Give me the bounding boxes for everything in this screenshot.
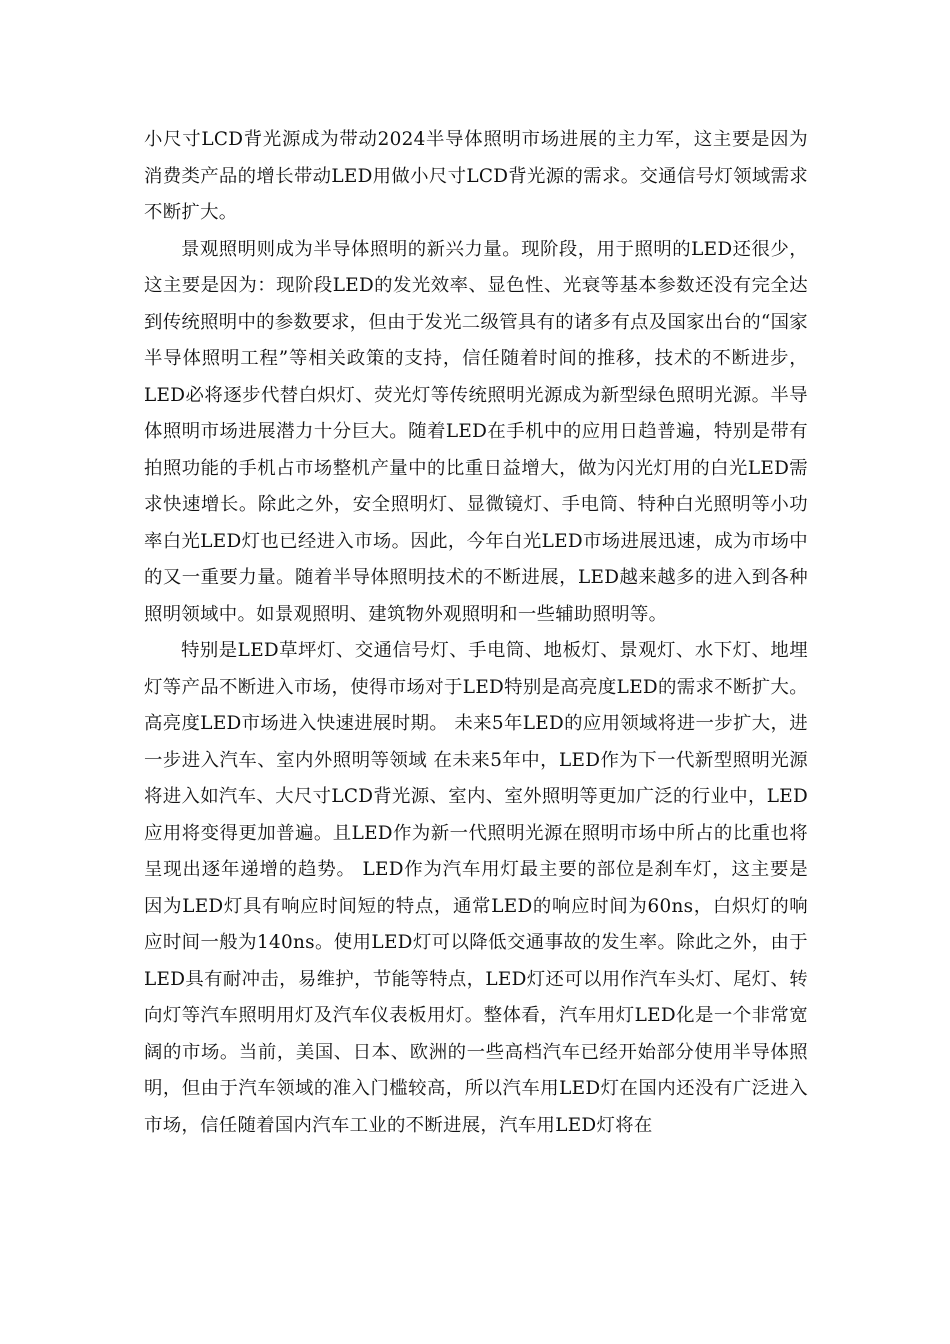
paragraph-1: 小尺寸LCD背光源成为带动2024半导体照明市场进展的主力军，这主要是因为消费类产品的增长带动LED用做小尺寸LCD背光源的需求。交通信号灯领域需求不断扩大。 [144, 129, 808, 223]
paragraph-2: 景观照明则成为半导体照明的新兴力量。现阶段，用于照明的LED还很少，这主要是因为：现阶段LED的发光效率、显色性、光衰等基本参数还没有完全达到传统照明中的参数要求，但由于发光二级管具有的诸多有点及国家出台的“国家半导体照明工程”等相关政策的支持，信任随着时间的推移，技术的不断进步，LED必将逐步代替白炽灯、荧光灯等传统照明光源成为新型绿色照明光源。半导体照明市场进展潜力十分巨大。随着LED在手机中的应用日趋普遍，特别是带有拍照功能的手机占市场整机产量中的比重日益增大，做为闪光灯用的白光LED需求快速增长。除此之外，安全照明灯、显微镜灯、手电筒、特种白光照明等小功率白光LED灯也已经进入市场。因此，今年白光LED市场进展迅速，成为市场中的又一重要力量。随着半导体照明技术的不断进展，LED越来越多的进入到各种照明领域中。如景观照明、建筑物外观照明和一些辅助照明等。 [144, 238, 808, 625]
document-body [144, 122, 808, 1144]
paragraph-3: 特别是LED草坪灯、交通信号灯、手电筒、地板灯、景观灯、水下灯、地埋灯等产品不断进入市场，使得市场对于LED特别是高亮度LED的需求不断扩大。高亮度LED市场进入快速进展时期。 未来5年LED的应用领域将进一步扩大，进一步进入汽车、室内外照明等领域 在未来5年中，LED作为下一代新型照明光源将进入如汽车、大尺寸LCD背光源、室内、室外照明等更加广泛的行业中，LED应用将变得更加普遍。且LED作为新一代照明光源在照明市场中所占的比重也将呈现出逐年递增的趋势。 LED作为汽车用灯最主要的部位是刹车灯，这主要是因为LED灯具有响应时间短的特点，通常LED的响应时间为60ns，白炽灯的响应时间一般为140ns。使用LED灯可以降低交通事故的发生率。除此之外，由于LED具有耐冲击，易维护，节能等特点，LED灯还可以用作汽车头灯、尾灯、转向灯等汽车照明用灯及汽车仪表板用灯。整体看，汽车用灯LED化是一个非常宽阔的市场。当前，美国、日本、欧洲的一些高档汽车已经开始部分使用半导体照明，但由于汽车领域的准入门槛较高，所以汽车用LED灯在国内还没有广泛进入市场，信任随着国内汽车工业的不断进展，汽车用LED灯将在 [144, 640, 808, 1136]
